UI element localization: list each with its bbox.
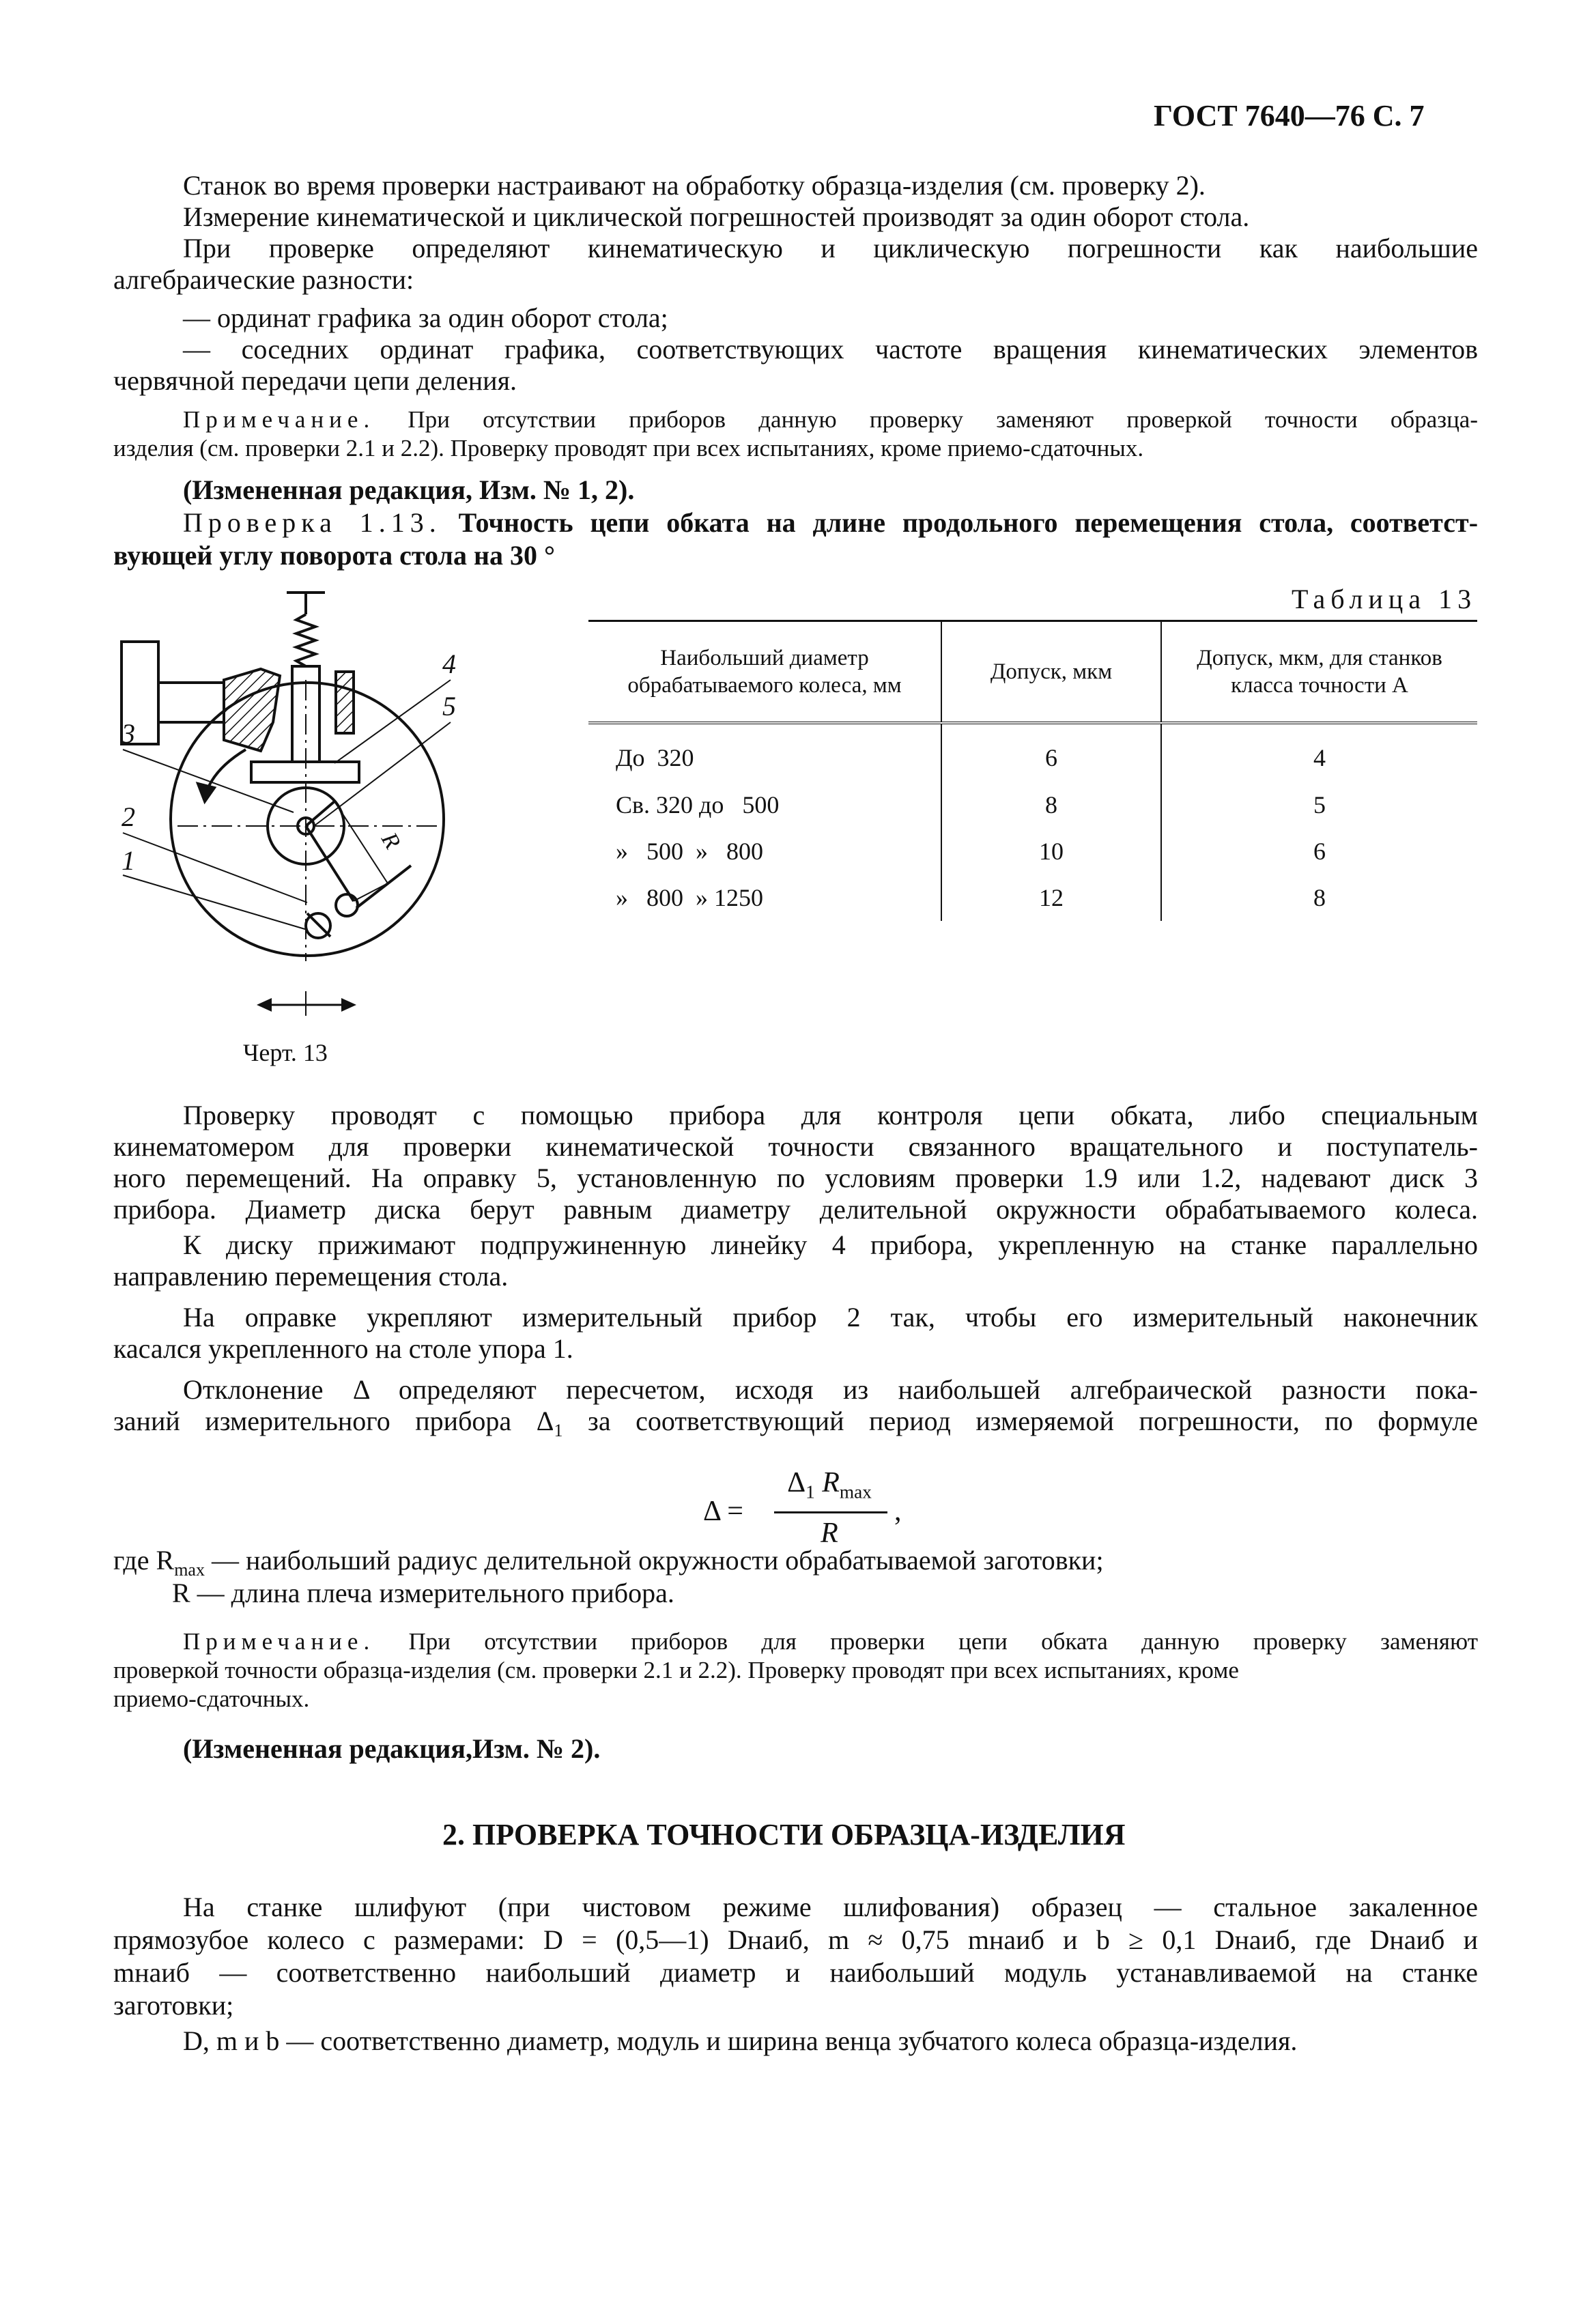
table-cell: 12 <box>941 874 1161 921</box>
note-2-line-1 <box>183 1627 1478 1656</box>
body-p7-line-2a: заний измерительного прибора Δ <box>113 1406 554 1436</box>
table-cell: 6 <box>1161 828 1477 874</box>
body-p5-line-2: направлению перемещения стола. <box>113 1261 509 1292</box>
table-cell: 8 <box>1161 874 1477 921</box>
where-line-2: R — длина плеча измерительного прибора. <box>172 1578 674 1608</box>
intro-paragraph-3-line-1: При проверке определяют кинематическую и циклическую погрешности как наибольшие <box>183 233 1478 264</box>
figure-label-5: 5 <box>442 691 456 722</box>
note-2-text: При отсутствии приборов для проверки цепи обката данную проверку заменяют <box>408 1628 1478 1655</box>
table-row <box>588 874 1477 921</box>
body-p7-sub: 1 <box>554 1421 563 1441</box>
note-2-line-3: приемо-сдаточных. <box>113 1685 310 1712</box>
page-header: ГОСТ 7640—76 С. 7 <box>1154 99 1425 132</box>
table-cell: 6 <box>941 723 1161 782</box>
body-p4-line-3: ного перемещений. На оправку 5, установленную по условиям проверки 1.9 или 1.2, надевают диск 3 <box>113 1163 1478 1193</box>
amended-edition-2: (Измененная редакция,Изм. № 2). <box>183 1733 601 1764</box>
intro-paragraph-1: Станок во время проверки настраивают на обработку образца-изделия (см. проверку 2). <box>183 170 1206 201</box>
formula-tail: , <box>894 1496 902 1527</box>
table-header-tolerance: Допуск, мкм <box>941 621 1161 724</box>
table-cell: 10 <box>941 828 1161 874</box>
formula-lhs: Δ = <box>703 1496 743 1527</box>
section-2-p1-line-3: mнаиб — соответственно наибольший диаметр и наибольший модуль устанавливаемой на станке <box>113 1957 1478 1988</box>
table-cell: 4 <box>1161 723 1477 782</box>
note-2-label: Примечание. <box>183 1628 375 1655</box>
section-2-p2: D, m и b — соответственно диаметр, модуль и ширина венца зубчатого колеса образца-изделия. <box>183 2025 1298 2056</box>
body-p4-line-4: прибора. Диаметр диска берут равным диаметру делительной окружности обрабатываемого колеса. <box>113 1194 1478 1225</box>
note-1-line-1 <box>183 405 1478 434</box>
figure-label-3: 3 <box>122 718 135 749</box>
body-p4-line-1: Проверку проводят с помощью прибора для контроля цепи обката, либо специальным <box>183 1100 1478 1130</box>
body-p6-line-1: На оправке укрепляют измерительный прибор 2 так, чтобы его измерительный наконечник <box>183 1302 1478 1333</box>
check-1-13-label: Проверка 1.13. <box>183 507 442 538</box>
table-row <box>588 782 1477 828</box>
formula-denominator: R <box>821 1518 838 1549</box>
intro-paragraph-3-line-2: алгебраические разности: <box>113 264 414 295</box>
body-p7-line-2 <box>113 1405 1479 1441</box>
where-text: — наибольший радиус делительной окружности обрабатываемой заготовки; <box>204 1545 1104 1576</box>
intro-bullet-2-line-2: червячной передачи цепи деления. <box>113 365 517 396</box>
body-p7-line-1: Отклонение Δ определяют пересчетом, исходя из наибольшей алгебраической разности пока- <box>183 1374 1478 1405</box>
table-header-row <box>588 621 1477 724</box>
figure-label-2: 2 <box>122 801 135 832</box>
section-2-p1-line-2: прямозубое колесо с размерами: D = (0,5—1) Dнаиб, m ≈ 0,75 mнаиб и b ≥ 0,1 Dнаиб, где Dнаиб и <box>113 1924 1478 1955</box>
formula-num-sub2: max <box>839 1481 872 1503</box>
section-2-p1-line-4: заготовки; <box>113 1990 234 2021</box>
body-p5-line-1: К диску прижимают подпружиненную линейку 4 прибора, укрепленную на станке параллельно <box>183 1229 1478 1260</box>
check-1-13-title: Точность цепи обката на длине продольного перемещения стола, соответст- <box>458 507 1479 538</box>
intro-bullet-2-line-1: — соседних ординат графика, соответствующих частоте вращения кинематических элементов <box>183 334 1478 365</box>
formula-num-r: R <box>814 1467 840 1498</box>
table-cell: » 800 » 1250 <box>616 884 763 911</box>
figure-label-R: R <box>376 828 405 853</box>
section-2-heading: 2. ПРОВЕРКА ТОЧНОСТИ ОБРАЗЦА-ИЗДЕЛИЯ <box>442 1818 1126 1851</box>
table-cell: 8 <box>941 782 1161 828</box>
where-prefix: где R <box>113 1545 175 1576</box>
intro-bullet-1: — ординат графика за один оборот стола; <box>183 302 668 333</box>
table-cell: Св. 320 до 500 <box>616 791 780 818</box>
note-1-label: Примечание. <box>183 406 375 433</box>
table-header-diameter: Наибольший диаметр обрабатываемого колеса, мм <box>588 621 941 724</box>
figure-label-1: 1 <box>122 845 135 876</box>
table-row <box>588 723 1477 782</box>
table-row <box>588 828 1477 874</box>
check-1-13-line-1 <box>183 507 1478 539</box>
amended-edition-1: (Измененная редакция, Изм. № 1, 2). <box>183 474 635 505</box>
table-header-tolerance-class-a: Допуск, мкм, для станков класса точности А <box>1161 621 1477 724</box>
where-line-1 <box>113 1544 1104 1580</box>
figure-13-caption: Черт. 13 <box>243 1039 328 1066</box>
formula-fraction-bar <box>774 1511 887 1513</box>
note-1-text: При отсутствии приборов данную проверку заменяют проверкой точности образца- <box>408 406 1479 433</box>
formula-num-delta: Δ <box>787 1467 806 1498</box>
figure-13-diagram <box>102 579 491 1016</box>
formula-num-sub: 1 <box>806 1481 815 1503</box>
where-sub: max <box>174 1560 205 1580</box>
table-cell: До 320 <box>616 744 694 771</box>
table-cell: 5 <box>1161 782 1477 828</box>
intro-paragraph-2: Измерение кинематической и циклической погрешностей производят за один оборот стола. <box>183 201 1250 232</box>
note-2-line-2: проверкой точности образца-изделия (см. проверки 2.1 и 2.2). Проверку проводят при всех испытаниях, кроме <box>113 1657 1239 1683</box>
table-13-caption: Таблица 13 <box>1292 584 1477 614</box>
indicator-2 <box>336 894 358 916</box>
note-1-line-2: изделия (см. проверки 2.1 и 2.2). Проверку проводят при всех испытаниях, кроме приемо-сдаточных. <box>113 435 1144 461</box>
section-2-p1-line-1: На станке шлифуют (при чистовом режиме шлифования) образец — стальное закаленное <box>183 1892 1478 1922</box>
check-1-13-line-2: вующей углу поворота стола на 30 ° <box>113 540 556 571</box>
table-cell: » 500 » 800 <box>616 838 763 865</box>
formula-numerator <box>771 1466 887 1503</box>
body-p7-line-2b: за соответствующий период измеряемой погрешности, по формуле <box>562 1406 1479 1436</box>
body-p4-line-2: кинематомером для проверки кинематической точности связанного вращательного и поступатель- <box>113 1131 1478 1162</box>
figure-label-4: 4 <box>442 649 456 679</box>
body-p6-line-2: касался укрепленного на столе упора 1. <box>113 1333 573 1364</box>
table-13 <box>588 620 1477 921</box>
